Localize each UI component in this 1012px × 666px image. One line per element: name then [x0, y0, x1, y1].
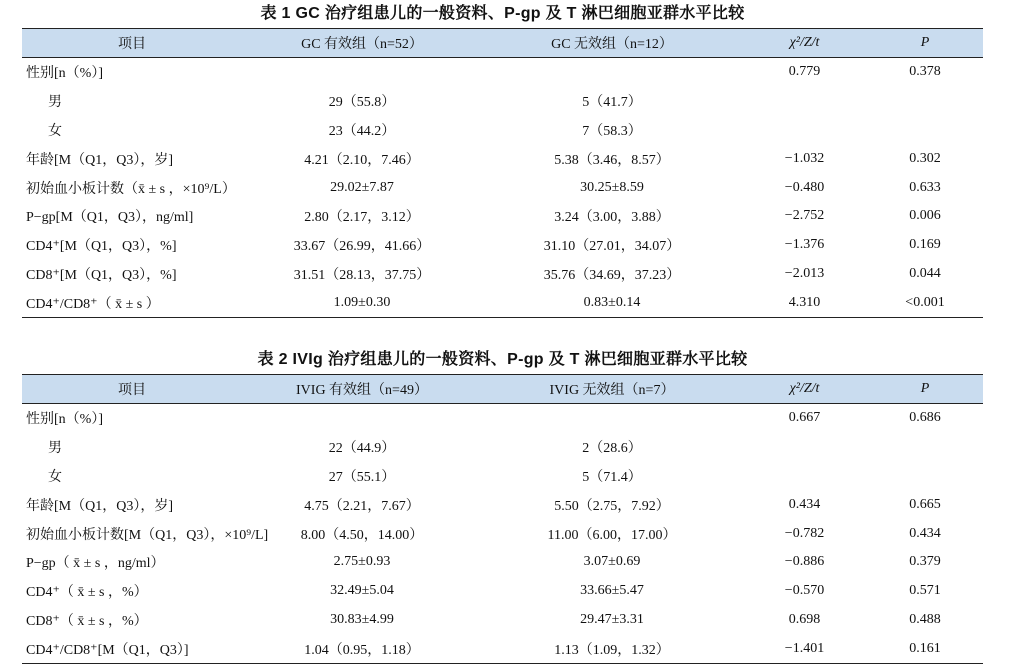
table-2	[22, 346, 983, 664]
row-label: P−gp（ x̄ ± s ，ng/ml）	[26, 556, 165, 572]
header-group-a: IVIG 有效组（n=49）	[242, 375, 482, 404]
table-row	[22, 115, 983, 144]
statistic-value: 4.310	[742, 289, 867, 318]
p-value: 0.665	[909, 496, 941, 512]
statistic-value: −1.032	[784, 150, 825, 166]
group-a-value: 27（55.1）	[328, 469, 396, 485]
statistic-value	[742, 432, 867, 461]
statistic-value	[742, 115, 867, 144]
group-b-value: 11.00（6.00，17.00）	[547, 527, 677, 543]
statistic-value: −1.376	[784, 237, 825, 253]
header-statistic: χ²/Z/t	[742, 29, 867, 58]
group-b-value	[482, 58, 742, 87]
group-b-value: 0.83±0.14	[482, 289, 742, 318]
table-row	[22, 86, 983, 115]
group-b-value: 35.76（34.69，37.23）	[543, 268, 681, 284]
table-row	[22, 461, 983, 490]
group-b-value: 2（28.6）	[582, 440, 642, 456]
group-b-value: 7（58.3）	[582, 123, 642, 139]
table-row	[22, 519, 983, 548]
row-label: 年龄[M（Q1，Q3），岁]	[26, 498, 173, 514]
p-value: 0.686	[909, 410, 941, 426]
table-row	[22, 404, 983, 433]
group-a-value: 29（55.8）	[328, 94, 396, 110]
p-value: <0.001	[867, 289, 983, 318]
p-value	[867, 432, 983, 461]
row-label: 女	[48, 469, 62, 485]
p-value: 0.379	[909, 554, 941, 570]
row-label: P−gp[M（Q1，Q3），ng/ml]	[26, 210, 194, 226]
row-label: CD4⁺/CD8⁺[M（Q1，Q3）]	[22, 635, 242, 664]
table-row	[22, 635, 983, 664]
p-value: 0.302	[909, 150, 941, 166]
table-row	[22, 58, 983, 87]
header-group-b: GC 无效组（n=12）	[482, 29, 742, 58]
group-b-value: 33.66±5.47	[580, 583, 644, 599]
statistic-value	[742, 86, 867, 115]
table-row	[22, 231, 983, 260]
row-label: 男	[48, 440, 62, 456]
p-value	[867, 115, 983, 144]
p-value: 0.571	[909, 583, 941, 599]
group-b-value: 1.13（1.09，1.32）	[482, 635, 742, 664]
header-p: P	[867, 375, 983, 404]
group-a-value	[242, 404, 482, 433]
statistic-value: −2.752	[784, 208, 825, 224]
group-a-value: 2.75±0.93	[333, 554, 391, 570]
table-row	[22, 144, 983, 173]
row-label: CD8⁺[M（Q1，Q3），%]	[26, 268, 177, 284]
row-label: CD4⁺[M（Q1，Q3），%]	[26, 239, 177, 255]
row-label: 初始血小板计数（x̄ ± s ，×10⁹/L）	[26, 181, 236, 197]
statistic-value: −2.013	[784, 266, 825, 282]
statistic-value: −0.570	[784, 583, 825, 599]
group-a-value: 31.51（28.13，37.75）	[293, 268, 431, 284]
row-label: 年龄[M（Q1，Q3），岁]	[26, 152, 173, 168]
group-a-value: 33.67（26.99，41.66）	[293, 239, 431, 255]
statistic-value: 0.698	[788, 612, 821, 628]
row-label: 性别[n（%）]	[26, 66, 103, 82]
group-a-value: 32.49±5.04	[330, 583, 394, 599]
statistic-value: −0.480	[784, 179, 825, 195]
group-b-value: 5（41.7）	[582, 94, 642, 110]
group-a-value: 22（44.9）	[328, 440, 396, 456]
table-caption: 表 2 IVIg 治疗组患儿的一般资料、P-gp 及 T 淋巴细胞亚群水平比较	[257, 351, 748, 368]
table-1	[22, 0, 983, 318]
table-row	[22, 490, 983, 519]
header-group-b: IVIG 无效组（n=7）	[482, 375, 742, 404]
p-value: 0.169	[909, 237, 941, 253]
row-label: CD4⁺/CD8⁺（ x̄ ± s ）	[22, 289, 242, 318]
p-value: 0.434	[909, 525, 941, 541]
header-item: 项目	[22, 29, 242, 58]
group-b-value: 5.50（2.75，7.92）	[554, 498, 670, 514]
header-row	[22, 375, 983, 404]
row-label: 性别[n（%）]	[26, 412, 103, 428]
p-value: 0.633	[909, 179, 941, 195]
p-value: 0.488	[909, 612, 941, 628]
table-row	[22, 173, 983, 202]
row-label: 女	[48, 123, 62, 139]
group-b-value	[482, 404, 742, 433]
group-b-value: 30.25±8.59	[580, 179, 644, 195]
header-statistic: χ²/Z/t	[742, 375, 867, 404]
group-b-value: 3.07±0.69	[583, 554, 641, 570]
data-table	[22, 374, 983, 664]
group-a-value: 2.80（2.17，3.12）	[304, 210, 420, 226]
p-value	[867, 461, 983, 490]
table-row	[22, 432, 983, 461]
group-a-value: 30.83±4.99	[330, 612, 394, 628]
row-label: CD4⁺（ x̄ ± s ，%）	[26, 585, 148, 601]
group-b-value: 5（71.4）	[582, 469, 642, 485]
table-row	[22, 202, 983, 231]
group-a-value: 23（44.2）	[328, 123, 396, 139]
group-a-value: 8.00（4.50，14.00）	[300, 527, 424, 543]
statistic-value: −0.886	[784, 554, 825, 570]
group-b-value: 5.38（3.46，8.57）	[554, 152, 670, 168]
statistic-value	[742, 461, 867, 490]
header-p: P	[867, 29, 983, 58]
table-row	[22, 606, 983, 635]
data-table	[22, 28, 983, 318]
group-a-value: 1.09±0.30	[242, 289, 482, 318]
group-a-value	[242, 58, 482, 87]
header-group-a: GC 有效组（n=52）	[242, 29, 482, 58]
group-a-value: 4.21（2.10，7.46）	[304, 152, 420, 168]
statistic-value: −0.782	[784, 525, 825, 541]
row-label: 男	[48, 94, 62, 110]
table-row	[22, 548, 983, 577]
group-a-value: 29.02±7.87	[330, 179, 394, 195]
group-b-value: 29.47±3.31	[580, 612, 644, 628]
row-label: CD8⁺（ x̄ ± s ，%）	[26, 614, 148, 630]
group-b-value: 31.10（27.01，34.07）	[543, 239, 681, 255]
statistic-value: 0.434	[788, 496, 821, 512]
p-value: 0.044	[909, 266, 941, 282]
header-item: 项目	[22, 375, 242, 404]
group-a-value: 4.75（2.21，7.67）	[304, 498, 420, 514]
row-label: 初始血小板计数[M（Q1，Q3），×10⁹/L]	[26, 527, 269, 543]
statistic-value: −1.401	[742, 635, 867, 664]
group-a-value: 1.04（0.95，1.18）	[242, 635, 482, 664]
table-row	[22, 289, 983, 318]
p-value: 0.006	[909, 208, 941, 224]
group-b-value: 3.24（3.00，3.88）	[554, 210, 670, 226]
table-caption: 表 1 GC 治疗组患儿的一般资料、P-gp 及 T 淋巴细胞亚群水平比较	[260, 5, 745, 22]
table-row	[22, 260, 983, 289]
p-value: 0.378	[909, 64, 941, 80]
p-value	[867, 86, 983, 115]
statistic-value: 0.667	[788, 410, 821, 426]
statistic-value: 0.779	[788, 64, 821, 80]
table-row	[22, 577, 983, 606]
p-value: 0.161	[867, 635, 983, 664]
header-row	[22, 29, 983, 58]
